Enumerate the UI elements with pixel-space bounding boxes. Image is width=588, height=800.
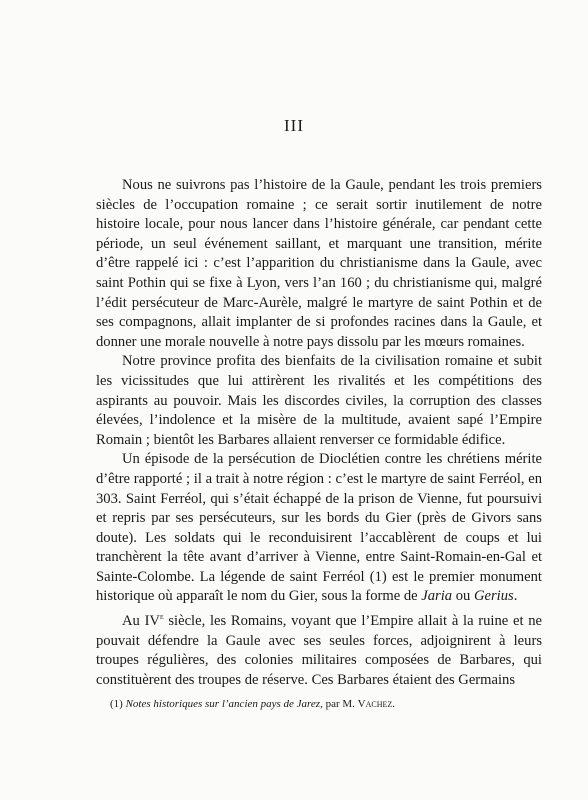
footnote-marker: (1) [110, 698, 126, 710]
footnote-author: Vachez [357, 698, 393, 710]
conjunction-ou: ou [452, 588, 474, 605]
footnote-title: Notes historiques sur l’ancien pays de Jarez, [125, 698, 323, 710]
paragraph-4-au: Au [122, 612, 145, 629]
chapter-numeral: III [284, 116, 304, 135]
footnote-end: . [392, 698, 396, 710]
paragraph-2: Notre province profita des bienfaits de la civilisation romaine et subit les vicissitudes que lui attirèrent les rivalités et les compétitions des aspirants au pouvoir. Mais les discordes civiles, la corruption des classes élevées, l’indolence et la misère de la multitude, avaient sapé l’Empire Romain ; bientôt les Barbares allaient renverser ce formidable édifice. [96, 353, 542, 448]
paragraph-4-text: siècle, les Romains, voyant que l’Empire allait à la ruine et ne pouvait défendre la Gaule avec ses seules forces, adjoignirent à leurs troupes régulières, des colonies militaires composées de Barbares, qui constituèrent des troupes de réserve. Ces Barbares étaient des Germains [96, 612, 542, 688]
paragraph-3 [96, 450, 542, 607]
body-text [96, 176, 542, 690]
footnote [110, 697, 550, 711]
paragraph-3-text: Un épisode de la persécution de Dioclétien contre les chrétiens mérite d’être rapporté ; il a trait à notre région : c’est le martyre de saint Ferréol, en 303. Saint Ferréol, qui s’était échappé de la prison de Vienne, fut poursuivi et repris par ses persécuteurs, sur les bords du Gier (près de Givors sans doute). Les soldats qui le reconduisirent l’accablèrent de coups et lui tranchèrent la tête avant d’arriver à Vienne, entre Saint-Romain-en-Gal et Sainte-Colombe. La légende de saint Ferréol (1) est le premier monument historique où apparaît le nom du Gier, sous la forme de [96, 451, 542, 605]
term-jaria: Jaria [421, 588, 453, 605]
paragraph-4 [96, 607, 542, 690]
century-superscript: e [159, 611, 164, 622]
century-numeral [145, 613, 164, 629]
paragraph-1: Nous ne suivrons pas l’histoire de la Gaule, pendant les trois premiers siècles de l’occupation romaine ; ce serait sortir inutilement de notre histoire locale, pour nous lancer dans l’histoire générale, car pendant cette période, un seul événement saillant, et marquant une transition, mérite d’être rappelé ici : c’est l’apparition du christianisme dans la Gaule, avec saint Pothin qui se fixe à Lyon, vers l’an 160 ; du christianisme qui, malgré l’édit persécuteur de Marc-Aurèle, malgré le martyre de saint Pothin et de ses compagnons, allait implanter de si profondes racines dans la Gaule, et donner une morale nouvelle à notre pays dissolu par les mœurs romaines. [96, 177, 542, 350]
term-gerius: Gerius [473, 588, 514, 605]
footnote-by: par M. [322, 698, 358, 710]
century-roman: IV [144, 612, 160, 629]
paragraph-3-period: . [513, 588, 518, 605]
